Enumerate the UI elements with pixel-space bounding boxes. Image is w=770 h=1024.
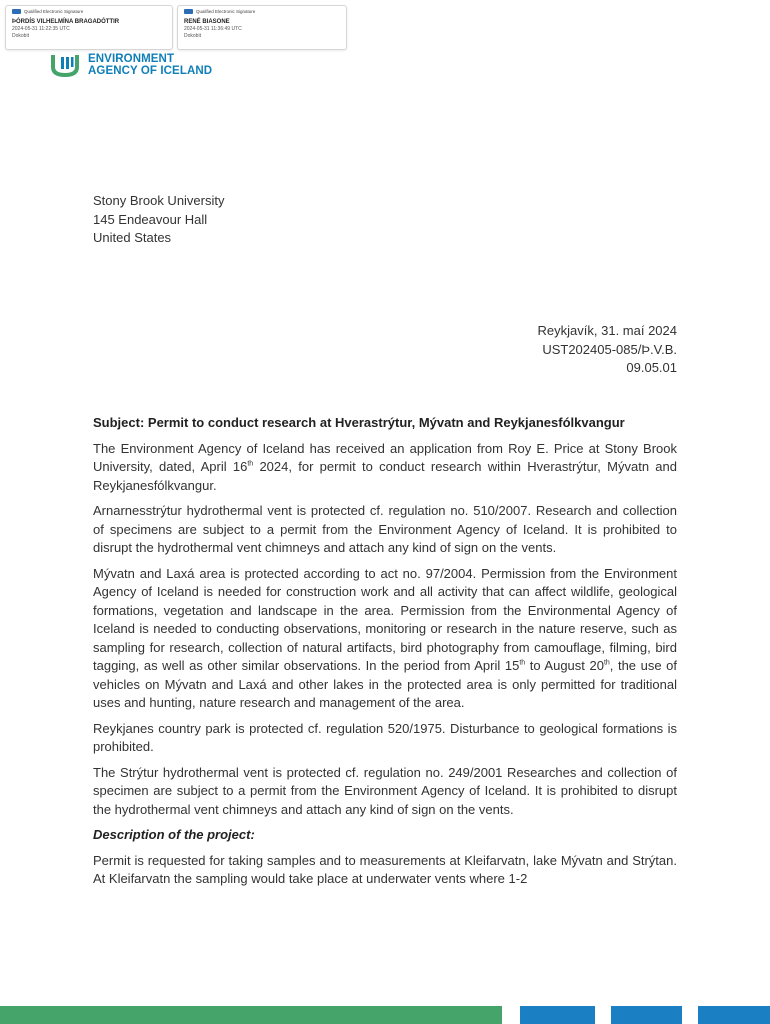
signature-provider: Dokobit [12, 33, 29, 39]
address-line: 145 Endeavour Hall [93, 211, 208, 227]
signature-header: Qualified Electronic Signature [196, 9, 256, 14]
footer-bar-blue [520, 1006, 595, 1024]
paragraph: Reykjanes country park is protected cf. regulation 520/1975. Disturbance to geological formations is prohibited. [93, 720, 677, 754]
paragraph: Permit is requested for taking samples and to measurements at Kleifarvatn, lake Mývatn and Strýtan. At Kleifarvatn the sampling would take place at underwater vents where 1-2 [93, 852, 677, 886]
footer-bar-blue [611, 1006, 682, 1024]
address-line: Stony Brook University [93, 193, 225, 208]
logo-line-1: ENVIRONMENT [88, 53, 175, 65]
signature-provider: Dokobit [184, 33, 201, 39]
agency-logo [48, 53, 212, 79]
signature-badge-icon [12, 9, 21, 14]
signature-stamp [5, 5, 173, 50]
signature-date: 2024-05-31 11:36:49 UTC [184, 26, 242, 32]
signer-name: ÞÓRDÍS VILHELMÍNA BRAGADÓTTIR [12, 19, 120, 25]
recipient-address [93, 192, 225, 248]
footer-bar-green [0, 1006, 502, 1024]
signature-header: Qualified Electronic Signature [24, 9, 84, 14]
paragraph: The Environment Agency of Iceland has received an application from Roy E. Price at Stony Brook University, dated, April 16th 2024, for permit to conduct research within Hverastrýtur, Mývatn and Reykjanesfólkvangur. [93, 440, 677, 493]
logo-line-2: AGENCY OF ICELAND [88, 65, 213, 77]
paragraph: The Strýtur hydrothermal vent is protected cf. regulation no. 249/2001 Researches and collection of specimen are subject to a permit from the Environment Agency of Iceland. It is prohibited to disrupt the hydrothermal vent chimneys and attach any kind of sign on the vents. [93, 764, 677, 817]
letter-meta [538, 322, 677, 378]
signer-name: RENÉ BIASONE [184, 19, 230, 25]
section-heading: Description of the project: [93, 827, 255, 842]
address-line: United States [93, 230, 172, 245]
signature-date: 2024-05-31 11:22:35 UTC [12, 26, 70, 32]
paragraph: Arnarnesstrýtur hydrothermal vent is protected cf. regulation no. 510/2007. Research and collection of specimens are subject to a permit from the Environment Agency of Iceland. It is prohibited to disrupt the hydrothermal vent chimneys and attach any kind of sign on the vents. [93, 503, 677, 555]
agency-logo-icon [48, 53, 82, 79]
file-number: 09.05.01 [626, 360, 677, 375]
paragraph: Mývatn and Laxá area is protected according to act no. 97/2004. Permission from the Environment Agency of Iceland is needed for construction work and all activity that can affect wildlife, geological formations, vegetation and landscape in the area. Permission from the Environmental Agency of Iceland is needed to conducting observations, monitoring or research in the nature reserve, such as sampling for research, collection of natural artifacts, bird photography from camouflage, filming, bird tagging, as well as other similar observations. In the period from April 15th to August 20th, the use of vehicles on Mývatn and Laxá and other lakes in the protected area is only permitted for traditional uses and hunting, nature research and management of the area. [93, 565, 677, 710]
signature-badge-icon [184, 9, 193, 14]
letter-body [93, 414, 677, 896]
footer-bar-blue [698, 1006, 770, 1024]
reference-number: UST202405-085/Þ.V.B. [542, 341, 677, 357]
subject-line: Subject: Permit to conduct research at Hverastrýtur, Mývatn and Reykjanesfólkvangur [93, 415, 625, 430]
place-date: Reykjavík, 31. maí 2024 [537, 323, 677, 338]
signature-stamp [177, 5, 347, 50]
